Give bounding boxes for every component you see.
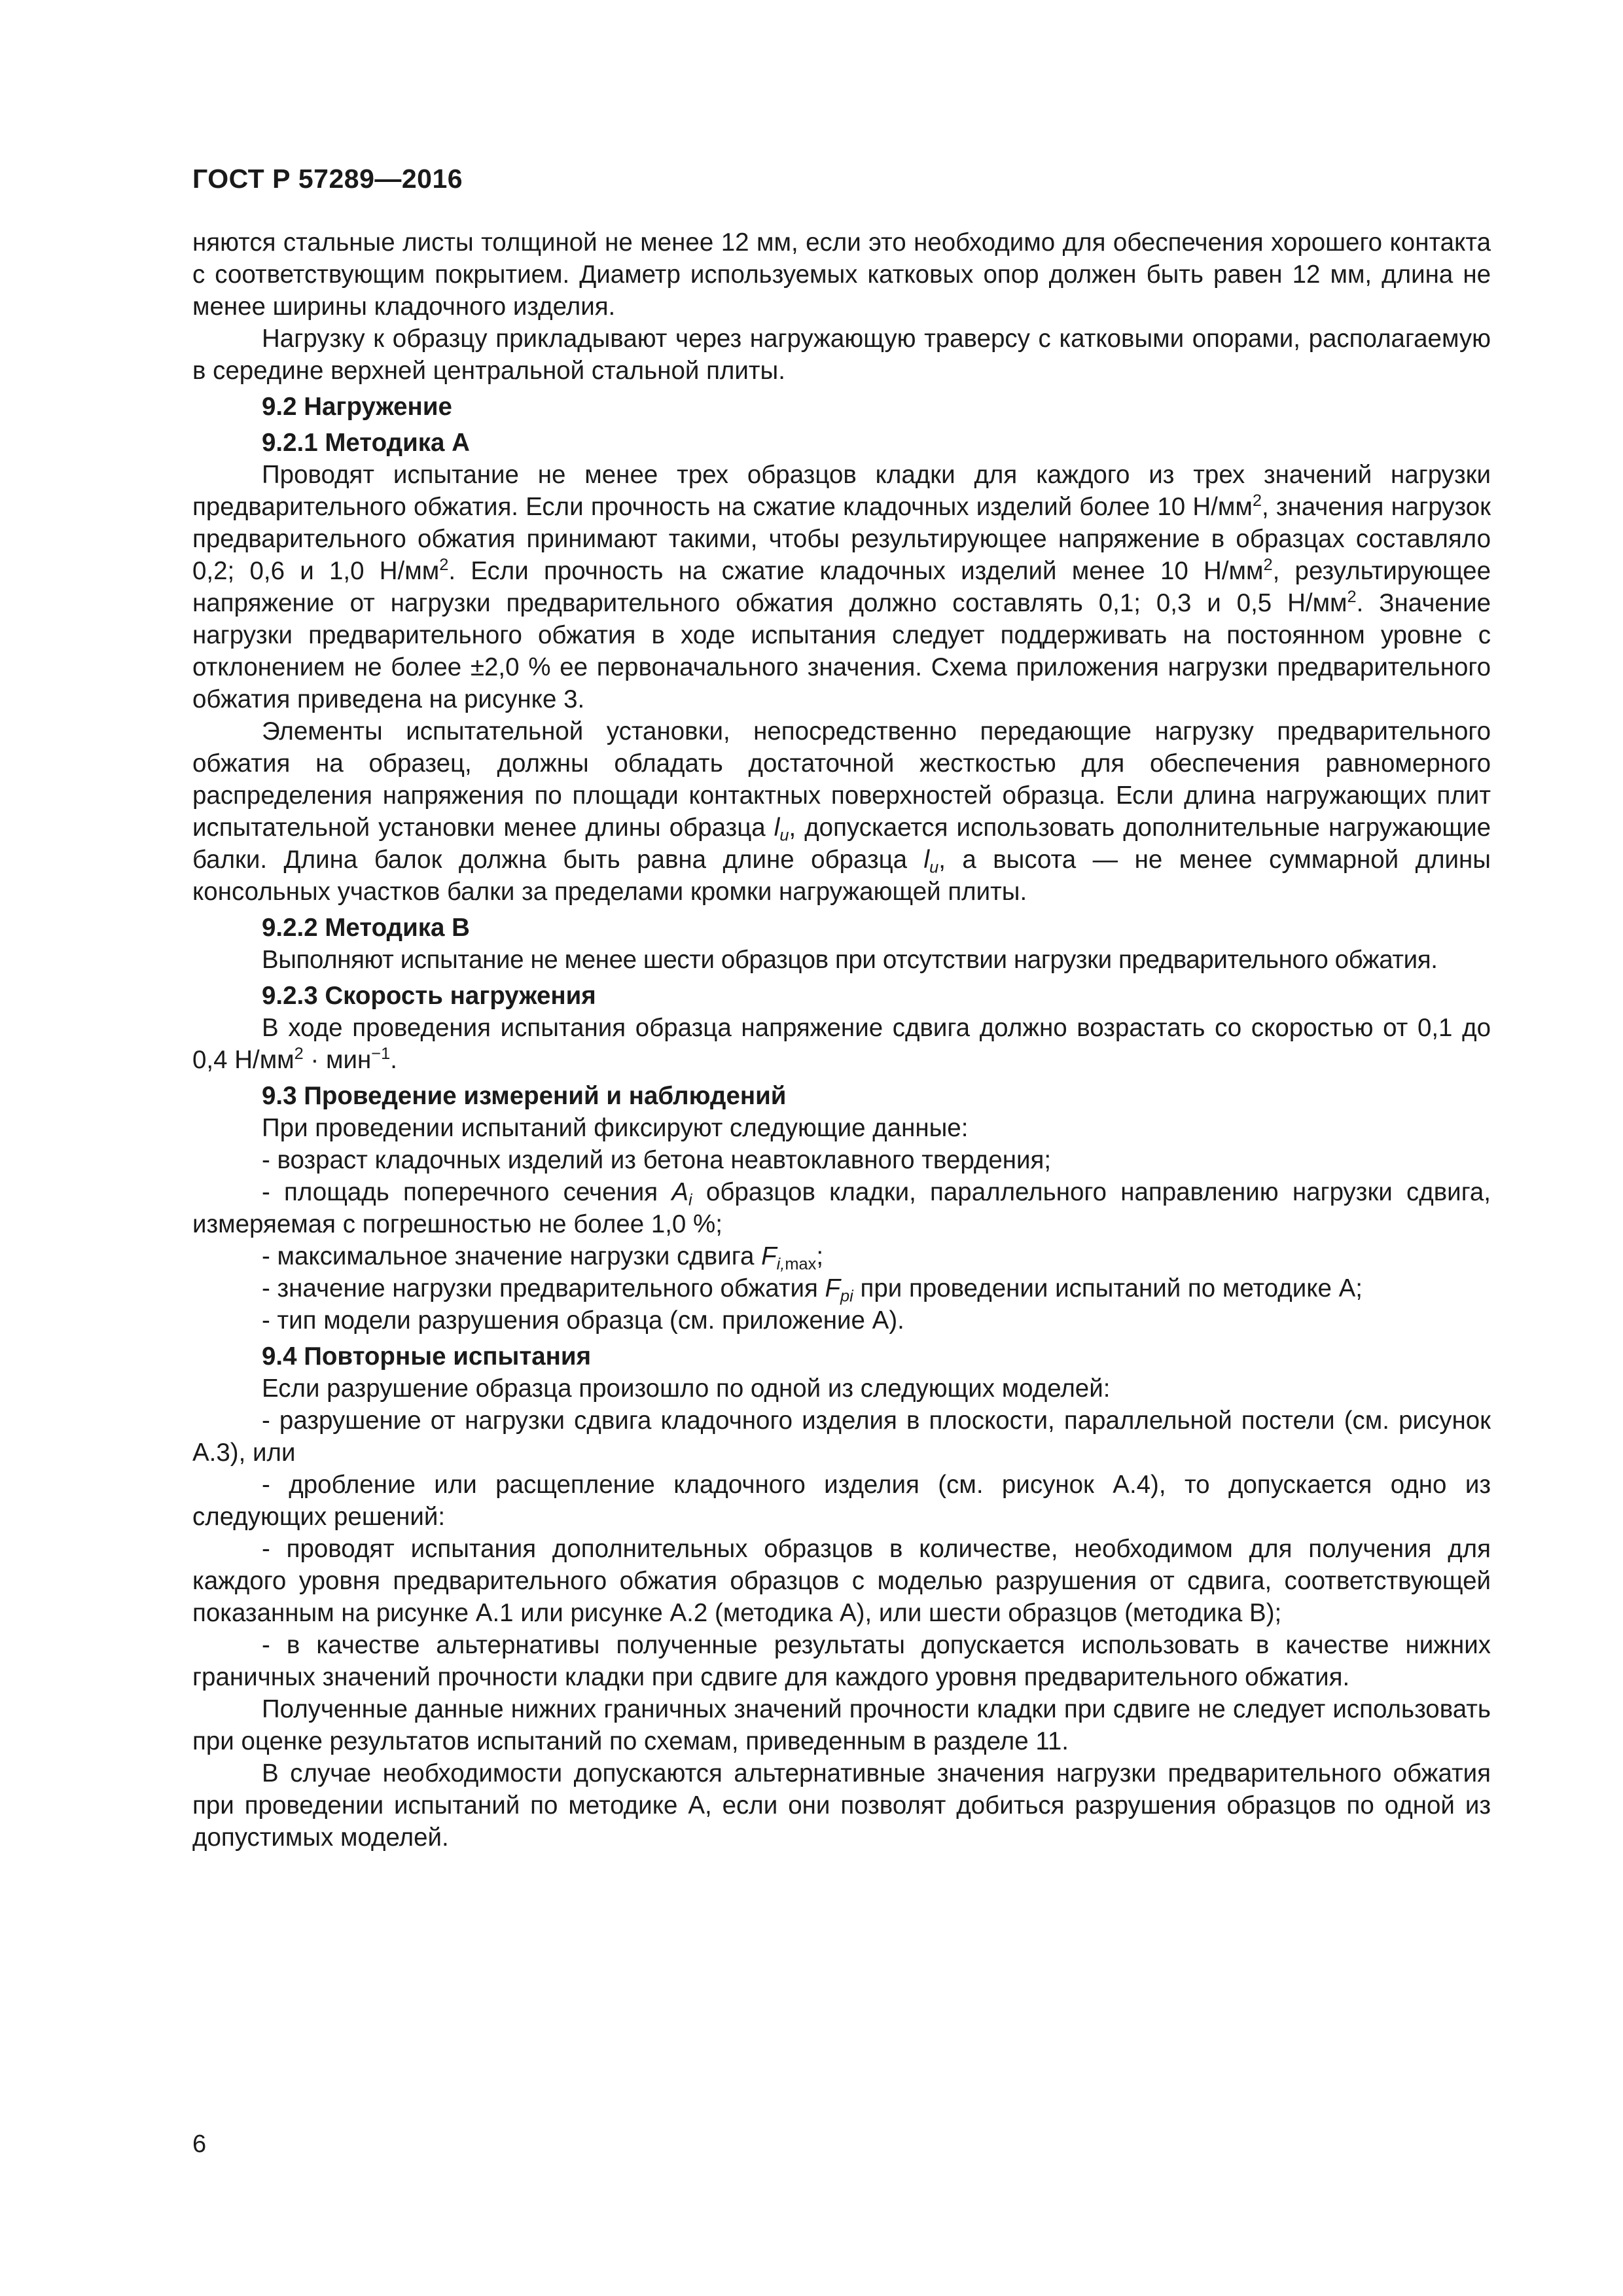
list-item-alternative: - в качестве альтернативы полученные результаты допускается использовать в качестве нижних граничных значений прочности кладки при сдвиге для каждого уровня предварительного обжатия. — [192, 1631, 1491, 1691]
page-number: 6 — [192, 2130, 207, 2158]
list-item-precompression-load: - значение нагрузки предварительного обжатия $F_{pi}$ при проведении испытаний по методике А; — [262, 1274, 1363, 1306]
list-item-age: - возраст кладочных изделий из бетона неавтоклавного твердения; — [262, 1146, 1052, 1174]
paragraph-lower-bounds: Полученные данные нижних граничных значений прочности кладки при сдвиге не следует использовать при оценке результатов испытаний по схемам, приведенным в разделе 11. — [192, 1695, 1491, 1755]
list-item-cross-section: - площадь поперечного сечения $A_i$ образцов кладки, параллельного направлению нагрузки сдвига, измеряемая с погрешностью не более 1,0 %; — [192, 1178, 1491, 1238]
paragraph-test-setup: Элементы испытательной установки, непосредственно передающие нагрузку предварительного обжатия на образец, должны обладать достаточной жесткостью для обеспечения равномерного распределения напряжения по площади контактных поверхностей образца. Если длина нагружающих плит испытательной установки менее длины образца $l_u$, допускается использовать дополнительные нагружающие балки. Длина балок должна быть равна длине образца $l_u$, а высота — не менее суммарной длины консольных участков балки за пределами кромки нагружающей плиты. — [192, 717, 1491, 906]
document-code: ГОСТ Р 57289—2016 — [192, 164, 463, 194]
section-9-4-heading: 9.4 Повторные испытания — [262, 1342, 592, 1371]
paragraph-recorded-data: При проведении испытаний фиксируют следующие данные: — [262, 1114, 969, 1142]
section-9-2-2-heading: 9.2.2 Методика В — [262, 914, 470, 942]
paragraph-method-b: Выполняют испытание не менее шести образцов при отсутствии нагрузки предварительного обжатия. — [262, 946, 1438, 974]
section-9-2-3-heading: 9.2.3 Скорость нагружения — [262, 982, 596, 1010]
list-item-max-shear-load: - максимальное значение нагрузки сдвига $F_{i,max}$; — [262, 1242, 824, 1274]
list-item-crushing: - дробление или расщепление кладочного изделия (см. рисунок А.4), то допускается одно из следующих решений: — [192, 1471, 1491, 1531]
list-item-shear-failure: - разрушение от нагрузки сдвига кладочного изделия в плоскости, параллельной постели (см. рисунок А.3), или — [192, 1407, 1491, 1467]
paragraph-load-application: Нагрузку к образцу прикладывают через нагружающую траверсу с катковыми опорами, располагаемую в середине верхней центральной стальной плиты. — [192, 325, 1491, 385]
section-9-3-heading: 9.3 Проведение измерений и наблюдений — [262, 1082, 787, 1110]
paragraph-continuation: няются стальные листы толщиной не менее 12 мм, если это необходимо для обеспечения хорошего контакта с соответствующим покрытием. Диаметр используемых катковых опор должен быть равен 12 мм, длина не менее ширины кладочного изделия. — [192, 228, 1491, 321]
list-item-additional-tests: - проводят испытания дополнительных образцов в количестве, необходимом для получения для каждого уровня предварительного обжатия образцов с моделью разрушения от сдвига, соответствующей показанным на рисунке А.1 или рисунке А.2 (методика А), или шести образцов (методика В); — [192, 1535, 1491, 1627]
paragraph-loading-rate: В ходе проведения испытания образца напряжение сдвига должно возрастать со скоростью от 0,1 до 0,4 $Н/мм^2 \cdot мин^{-1}$. — [192, 1014, 1491, 1074]
paragraph-method-a: Проводят испытание не менее трех образцов кладки для каждого из трех значений нагрузки предварительного обжатия. Если прочность на сжатие кладочных изделий более 10 $Н/мм^2$, значения нагрузок предварительного обжатия принимают такими, чтобы результирующее напряжение в образцах составляло 0,2; 0,6 и 1,0 $Н/мм^2$. Если прочность на сжатие кладочных изделий менее 10 $Н/мм^2$, результирующее напряжение от нагрузки предварительного обжатия должно составлять 0,1; 0,3 и 0,5 $Н/мм^2$. Значение нагрузки предварительного обжатия в ходе испытания следует поддерживать на постоянном уровне с отклонением не более ±2,0 % ее первоначального значения. Схема приложения нагрузки предварительного обжатия приведена на рисунке 3. — [192, 461, 1491, 713]
section-9-2-heading: 9.2 Нагружение — [262, 393, 452, 421]
section-9-2-1-heading: 9.2.1 Методика А — [262, 429, 470, 457]
paragraph-failure-models: Если разрушение образца произошло по одной из следующих моделей: — [262, 1374, 1111, 1403]
list-item-failure-mode: - тип модели разрушения образца (см. приложение А). — [262, 1306, 904, 1335]
page-body — [192, 226, 1491, 1854]
paragraph-alternative-values: В случае необходимости допускаются альтернативные значения нагрузки предварительного обжатия при проведении испытаний по методике А, если они позволят добиться разрушения образцов по одной из допустимых моделей. — [192, 1759, 1491, 1852]
